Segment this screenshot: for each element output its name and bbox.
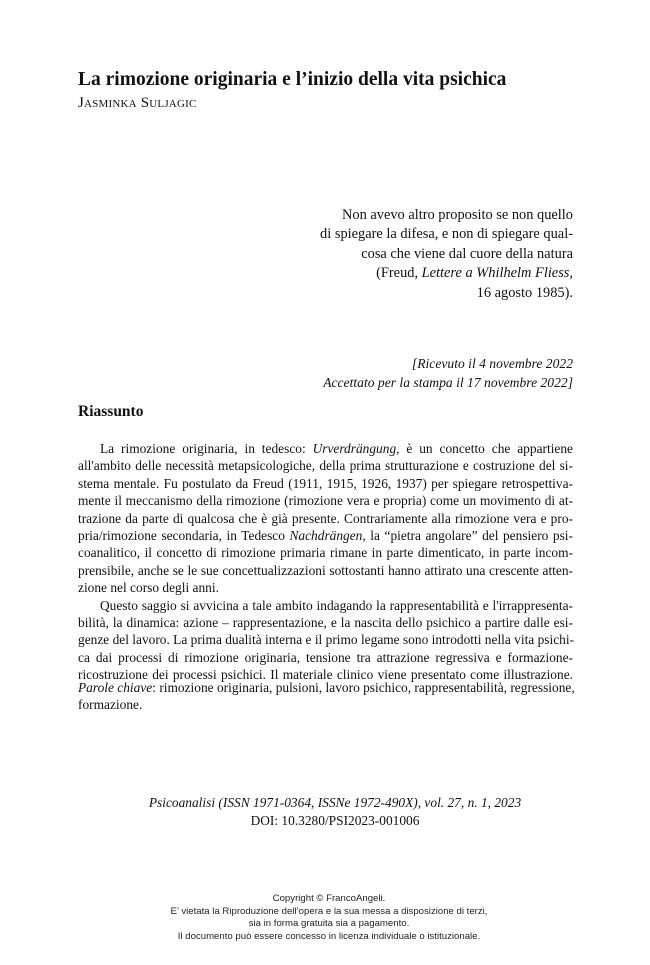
keywords-line: [78, 679, 573, 696]
abstract-line: mente il meccanismo della rimozione (rimozione vera e propria) come un movimento di at-: [78, 493, 573, 509]
citation-prefix: (Freud,: [376, 265, 422, 282]
keywords: [78, 679, 573, 714]
copyright-line: E’ vietata la Riproduzione dell’opera e la sua messa a disposizione di terzi,: [170, 905, 488, 917]
abstract-line: ricostruzione dei processi psichici. Il materiale clinico viene presentato come illustrazione.: [78, 667, 573, 683]
journal-citation: Psicoanalisi (ISSN 1971-0364, ISSNe 1972-490X), vol. 27, n. 1, 2023: [148, 795, 522, 810]
epigraph: [243, 206, 573, 303]
accepted-date: Accettato per la stampa il 17 novembre 2022]: [323, 374, 573, 390]
article-title: La rimozione originaria e l’inizio della vita psichica: [78, 69, 507, 90]
journal-info: [0, 794, 650, 830]
abstract-text: , è un concetto che appartiene: [396, 441, 573, 456]
citation-date: 16 agosto 1985).: [476, 284, 573, 301]
doi: DOI: 10.3280/PSI2023-001006: [250, 813, 420, 828]
abstract-term: Urverdrängung: [312, 441, 397, 456]
abstract-line: trazione da parte di qualcosa che è già presente. Contrariamente alla rimozione vera e pro-: [78, 510, 573, 526]
abstract-line: Questo saggio si avvicina a tale ambito indagando la rappresentabilità e l'irrappresenta-: [100, 597, 573, 613]
abstract-line: [78, 527, 573, 544]
abstract-line: genze del lavoro. La prima dualità interna e il primo legame sono introdotti nella vita psichi-: [78, 632, 575, 648]
copyright-line: sia in forma gratuita sia a pagamento.: [248, 918, 410, 930]
abstract-line: stema mentale. Fu postulato da Freud (1911, 1915, 1926, 1937) per spiegare retrospettiva-: [78, 475, 573, 491]
copyright-line: Il documento può essere concesso in licenza individuale o istituzionale.: [177, 930, 481, 942]
copyright-line: Copyright © FrancoAngeli.: [272, 893, 386, 904]
epigraph-citation: [243, 264, 573, 283]
abstract-line: zione nel corso degli anni.: [78, 580, 219, 596]
abstract-line: all'ambito delle necessità metapsicologiche, della prima strutturazione e costruzione del si-: [78, 458, 573, 474]
abstract-text: La rimozione originaria, in tedesco:: [100, 441, 313, 456]
citation-work: Lettere a Whilhelm Fliess,: [421, 265, 573, 282]
epigraph-line: cosa che viene dal cuore della natura: [361, 245, 573, 262]
abstract-body: [78, 440, 573, 683]
abstract-line: ca dai processi di rimozione originaria, tensione tra attrazione regressiva e formazione-: [78, 649, 573, 665]
submission-dates: [243, 355, 573, 392]
abstract-line: prensibile, anche se le sue concettualizzazioni sottostanti hanno attirato una crescente atten-: [78, 562, 573, 578]
abstract-line: coanalitico, il concetto di rimozione primaria rimane in parte dimenticato, in parte incom-: [78, 545, 573, 561]
abstract-term: Nachdrängen: [289, 527, 363, 543]
author-name: Jasminka Suljagic: [78, 95, 197, 111]
epigraph-line: Non avevo altro proposito se non quello: [341, 207, 573, 223]
keywords-label: Parole chiave: [78, 680, 153, 695]
abstract-line: [78, 440, 573, 457]
abstract-text: pria/rimozione secondaria, in Tedesco: [78, 527, 290, 543]
keywords-line: formazione.: [78, 697, 143, 713]
epigraph-line: di spiegare la difesa, e non di spiegare qual-: [320, 226, 573, 243]
abstract-text: , la “pietra angolare” del pensiero psi-: [362, 527, 573, 543]
keywords-text: : rimozione originaria, pulsioni, lavoro psichico, rappresentabilità, regressione,: [152, 680, 575, 695]
received-date: [Ricevuto il 4 novembre 2022: [411, 356, 573, 371]
copyright-notice: [0, 893, 650, 943]
abstract-heading: Riassunto: [78, 403, 144, 420]
abstract-line: bilità, la dinamica: azione – rappresentazione, e la nascita dello psichico a partire dalle esi-: [78, 614, 573, 630]
